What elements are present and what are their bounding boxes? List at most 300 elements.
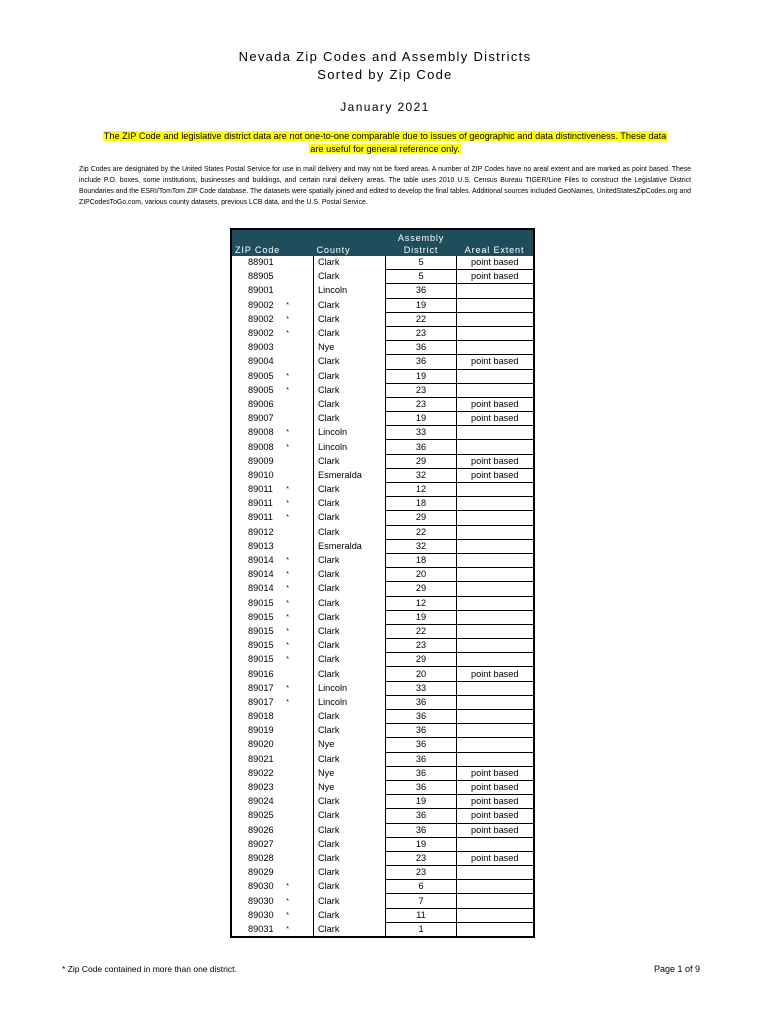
- table-row: [231, 653, 534, 667]
- zip-code-cell: [231, 483, 314, 497]
- multi-district-marker: *: [286, 372, 289, 380]
- zip-code-value: 89021: [248, 753, 274, 764]
- county-cell: Clark: [314, 497, 386, 511]
- areal-extent-cell: [457, 639, 534, 653]
- table-row: [231, 525, 534, 539]
- multi-district-marker: *: [286, 330, 289, 338]
- areal-extent-cell: point based: [457, 270, 534, 284]
- zip-code-cell: [231, 851, 314, 865]
- areal-extent-cell: [457, 511, 534, 525]
- table-body: [231, 256, 534, 937]
- district-cell: 12: [386, 596, 457, 610]
- district-cell: 22: [386, 525, 457, 539]
- district-cell: 36: [386, 440, 457, 454]
- areal-extent-cell: point based: [457, 667, 534, 681]
- areal-extent-cell: [457, 866, 534, 880]
- disclaimer-line-2: are useful for general reference only.: [310, 144, 460, 154]
- county-cell: Clark: [314, 256, 386, 270]
- zip-code-value: 89006: [248, 398, 274, 409]
- zip-code-cell: [231, 468, 314, 482]
- table-row: [231, 667, 534, 681]
- zip-code-cell: [231, 639, 314, 653]
- zip-code-cell: [231, 780, 314, 794]
- table-row: [231, 341, 534, 355]
- zip-code-value: 89015: [248, 640, 274, 651]
- table-row: [231, 553, 534, 567]
- multi-district-marker: *: [286, 684, 289, 692]
- zip-code-cell: [231, 270, 314, 284]
- zip-code-cell: [231, 553, 314, 567]
- table-row: [231, 483, 534, 497]
- areal-extent-cell: [457, 440, 534, 454]
- table-row: [231, 383, 534, 397]
- zip-code-value: 89024: [248, 796, 274, 807]
- table-row: [231, 681, 534, 695]
- county-cell: Clark: [314, 653, 386, 667]
- zip-code-cell: [231, 667, 314, 681]
- zip-code-cell: [231, 539, 314, 553]
- zip-code-value: 89018: [248, 711, 274, 722]
- zip-code-value: 89015: [248, 611, 274, 622]
- county-cell: Clark: [314, 326, 386, 340]
- areal-extent-cell: point based: [457, 823, 534, 837]
- district-cell: 23: [386, 326, 457, 340]
- zip-code-cell: [231, 412, 314, 426]
- district-cell: 23: [386, 383, 457, 397]
- district-cell: 33: [386, 426, 457, 440]
- county-cell: Clark: [314, 908, 386, 922]
- district-cell: 19: [386, 369, 457, 383]
- table-row: [231, 894, 534, 908]
- district-cell: 29: [386, 454, 457, 468]
- multi-district-marker: *: [286, 557, 289, 565]
- table-row: [231, 468, 534, 482]
- county-cell: Clark: [314, 639, 386, 653]
- district-cell: 5: [386, 270, 457, 284]
- table-row: [231, 851, 534, 865]
- district-cell: 5: [386, 256, 457, 270]
- zip-code-cell: [231, 752, 314, 766]
- table-row: [231, 724, 534, 738]
- zip-code-value: 89004: [248, 356, 274, 367]
- areal-extent-cell: [457, 326, 534, 340]
- county-cell: Clark: [314, 582, 386, 596]
- table-row: [231, 809, 534, 823]
- zip-code-cell: [231, 653, 314, 667]
- areal-extent-cell: [457, 908, 534, 922]
- areal-extent-cell: [457, 837, 534, 851]
- county-cell: Clark: [314, 298, 386, 312]
- zip-code-cell: [231, 256, 314, 270]
- areal-extent-cell: point based: [457, 355, 534, 369]
- zip-code-value: 89015: [248, 597, 274, 608]
- areal-extent-cell: [457, 369, 534, 383]
- zip-code-value: 89020: [248, 739, 274, 750]
- header-areal-extent: Areal Extent: [457, 229, 534, 256]
- zip-code-cell: [231, 596, 314, 610]
- zip-code-cell: [231, 795, 314, 809]
- areal-extent-cell: [457, 284, 534, 298]
- zip-code-value: 89014: [248, 555, 274, 566]
- table-row: [231, 695, 534, 709]
- intro-paragraph: Zip Codes are designated by the United States Postal Service for use in mail delivery and may not be fixed areas. A number of ZIP Codes have no areal extent and are marked as point based. These include P.O. boxes, some institutions, businesses and buildings, and certain rural delivery areas. The table uses 2010 U.S. Census Bureau TIGER/Line Files to construct the Legislative District Boundaries and the ESRI/TomTom ZIP Code database. The datasets were spatially joined and edited to develop the final tables. Additional sources included GeoNames, UnitedStatesZipCodes.org and ZIPCodesToGo.com, various county datasets, previous LCB data, and the U.S. Postal Service.: [79, 166, 691, 206]
- county-cell: Clark: [314, 355, 386, 369]
- areal-extent-cell: [457, 383, 534, 397]
- zip-code-cell: [231, 695, 314, 709]
- zip-code-value: 88901: [248, 257, 274, 268]
- district-cell: 36: [386, 809, 457, 823]
- zip-district-table: [230, 228, 535, 938]
- county-cell: Clark: [314, 369, 386, 383]
- district-cell: 36: [386, 710, 457, 724]
- multi-district-marker: *: [286, 429, 289, 437]
- zip-code-value: 89011: [248, 512, 273, 523]
- zip-code-cell: [231, 355, 314, 369]
- document-date: January 2021: [340, 100, 430, 114]
- district-cell: 18: [386, 497, 457, 511]
- zip-code-cell: [231, 568, 314, 582]
- areal-extent-cell: point based: [457, 256, 534, 270]
- zip-code-cell: [231, 809, 314, 823]
- areal-extent-cell: [457, 894, 534, 908]
- page-number: Page 1 of 9: [653, 964, 700, 974]
- county-cell: Clark: [314, 553, 386, 567]
- zip-code-value: 89014: [248, 569, 274, 580]
- district-cell: 33: [386, 681, 457, 695]
- zip-code-value: 88905: [248, 271, 274, 282]
- district-cell: 32: [386, 468, 457, 482]
- areal-extent-cell: point based: [457, 809, 534, 823]
- zip-code-value: 89011: [248, 484, 273, 495]
- areal-extent-cell: [457, 695, 534, 709]
- zip-code-value: 89013: [248, 540, 274, 551]
- header-county: County: [314, 229, 386, 256]
- areal-extent-cell: [457, 752, 534, 766]
- county-cell: Nye: [314, 738, 386, 752]
- areal-extent-cell: [457, 596, 534, 610]
- district-cell: 23: [386, 397, 457, 411]
- table-row: [231, 837, 534, 851]
- district-cell: 36: [386, 752, 457, 766]
- multi-district-marker: *: [286, 883, 289, 891]
- areal-extent-cell: [457, 553, 534, 567]
- areal-extent-cell: [457, 341, 534, 355]
- table-row: [231, 738, 534, 752]
- areal-extent-cell: [457, 738, 534, 752]
- zip-code-cell: [231, 298, 314, 312]
- district-cell: 23: [386, 866, 457, 880]
- zip-code-cell: [231, 724, 314, 738]
- table-row: [231, 610, 534, 624]
- table-row: [231, 752, 534, 766]
- county-cell: Clark: [314, 823, 386, 837]
- multi-district-marker: *: [286, 585, 289, 593]
- zip-code-value: 89014: [248, 583, 274, 594]
- zip-code-value: 89008: [248, 441, 274, 452]
- zip-code-cell: [231, 397, 314, 411]
- areal-extent-cell: [457, 312, 534, 326]
- areal-extent-cell: point based: [457, 795, 534, 809]
- table-row: [231, 922, 534, 937]
- multi-district-marker: *: [286, 599, 289, 607]
- table-row: [231, 369, 534, 383]
- county-cell: Clark: [314, 397, 386, 411]
- areal-extent-cell: [457, 426, 534, 440]
- disclaimer-line-1: The ZIP Code and legislative district data are not one-to-one comparable due to issues of geographic and data distinctiveness. These data: [103, 131, 667, 141]
- areal-extent-cell: [457, 298, 534, 312]
- zip-code-value: 89017: [248, 696, 274, 707]
- zip-code-cell: [231, 369, 314, 383]
- county-cell: Clark: [314, 894, 386, 908]
- areal-extent-cell: [457, 922, 534, 937]
- county-cell: Lincoln: [314, 426, 386, 440]
- multi-district-marker: *: [286, 656, 289, 664]
- county-cell: Clark: [314, 624, 386, 638]
- county-cell: Lincoln: [314, 440, 386, 454]
- zip-code-cell: [231, 738, 314, 752]
- zip-code-cell: [231, 681, 314, 695]
- zip-code-value: 89012: [248, 526, 274, 537]
- county-cell: Clark: [314, 483, 386, 497]
- areal-extent-cell: [457, 681, 534, 695]
- areal-extent-cell: point based: [457, 851, 534, 865]
- district-cell: 1: [386, 922, 457, 937]
- areal-extent-cell: point based: [457, 468, 534, 482]
- zip-code-cell: [231, 454, 314, 468]
- zip-code-cell: [231, 383, 314, 397]
- county-cell: Clark: [314, 880, 386, 894]
- table-row: [231, 766, 534, 780]
- county-cell: Clark: [314, 809, 386, 823]
- zip-code-value: 89008: [248, 427, 274, 438]
- zip-code-value: 89028: [248, 852, 274, 863]
- district-cell: 19: [386, 412, 457, 426]
- areal-extent-cell: [457, 582, 534, 596]
- zip-code-value: 89027: [248, 838, 274, 849]
- table-row: [231, 298, 534, 312]
- district-cell: 29: [386, 653, 457, 667]
- table-header-row: [231, 229, 534, 256]
- table-row: [231, 795, 534, 809]
- table-row: [231, 539, 534, 553]
- zip-code-cell: [231, 426, 314, 440]
- county-cell: Nye: [314, 780, 386, 794]
- district-cell: 32: [386, 539, 457, 553]
- table-row: [231, 639, 534, 653]
- zip-code-value: 89017: [248, 682, 274, 693]
- areal-extent-cell: point based: [457, 780, 534, 794]
- zip-code-value: 89005: [248, 370, 274, 381]
- district-cell: 23: [386, 851, 457, 865]
- multi-district-marker: *: [286, 514, 289, 522]
- county-cell: Clark: [314, 724, 386, 738]
- zip-code-cell: [231, 582, 314, 596]
- county-cell: Clark: [314, 383, 386, 397]
- multi-district-marker: *: [286, 386, 289, 394]
- zip-code-value: 89005: [248, 384, 274, 395]
- district-cell: 22: [386, 312, 457, 326]
- district-cell: 36: [386, 355, 457, 369]
- zip-code-cell: [231, 908, 314, 922]
- zip-code-value: 89015: [248, 654, 274, 665]
- county-cell: Clark: [314, 412, 386, 426]
- county-cell: Clark: [314, 667, 386, 681]
- document-title: Nevada Zip Codes and Assembly Districts: [238, 49, 532, 64]
- county-cell: Lincoln: [314, 284, 386, 298]
- zip-code-value: 89030: [248, 881, 274, 892]
- zip-code-cell: [231, 440, 314, 454]
- zip-code-value: 89002: [248, 299, 274, 310]
- district-cell: 11: [386, 908, 457, 922]
- table-row: [231, 326, 534, 340]
- county-cell: Clark: [314, 312, 386, 326]
- table-row: [231, 412, 534, 426]
- table-row: [231, 908, 534, 922]
- multi-district-marker: *: [286, 911, 289, 919]
- zip-code-value: 89002: [248, 313, 274, 324]
- zip-code-value: 89023: [248, 782, 274, 793]
- areal-extent-cell: point based: [457, 412, 534, 426]
- district-cell: 29: [386, 582, 457, 596]
- district-cell: 36: [386, 724, 457, 738]
- table-row: [231, 511, 534, 525]
- zip-code-cell: [231, 766, 314, 780]
- zip-code-value: 89019: [248, 725, 274, 736]
- district-cell: 20: [386, 667, 457, 681]
- table-row: [231, 880, 534, 894]
- district-cell: 12: [386, 483, 457, 497]
- table-row: [231, 440, 534, 454]
- table-row: [231, 256, 534, 270]
- zip-code-cell: [231, 312, 314, 326]
- zip-code-cell: [231, 880, 314, 894]
- zip-code-cell: [231, 326, 314, 340]
- table-row: [231, 582, 534, 596]
- county-cell: Clark: [314, 752, 386, 766]
- zip-code-value: 89010: [248, 469, 274, 480]
- county-cell: Clark: [314, 710, 386, 724]
- county-cell: Clark: [314, 596, 386, 610]
- document-subtitle: Sorted by Zip Code: [317, 67, 453, 82]
- disclaimer-notice: [70, 130, 700, 156]
- district-cell: 19: [386, 795, 457, 809]
- district-cell: 22: [386, 624, 457, 638]
- zip-code-value: 89011: [248, 498, 273, 509]
- county-cell: Clark: [314, 851, 386, 865]
- multi-district-marker: *: [286, 315, 289, 323]
- areal-extent-cell: [457, 568, 534, 582]
- table-row: [231, 568, 534, 582]
- county-cell: Lincoln: [314, 681, 386, 695]
- multi-district-marker: *: [286, 627, 289, 635]
- areal-extent-cell: [457, 497, 534, 511]
- areal-extent-cell: [457, 624, 534, 638]
- district-cell: 20: [386, 568, 457, 582]
- county-cell: Clark: [314, 568, 386, 582]
- county-cell: Clark: [314, 525, 386, 539]
- district-cell: 29: [386, 511, 457, 525]
- zip-code-value: 89007: [248, 413, 274, 424]
- county-cell: Clark: [314, 610, 386, 624]
- county-cell: Esmeralda: [314, 539, 386, 553]
- zip-code-value: 89022: [248, 767, 274, 778]
- county-cell: Clark: [314, 511, 386, 525]
- zip-code-value: 89031: [248, 923, 274, 934]
- header-zip-code: ZIP Code: [231, 229, 314, 256]
- district-cell: 36: [386, 738, 457, 752]
- multi-district-marker: *: [286, 897, 289, 905]
- zip-code-value: 89030: [248, 909, 274, 920]
- multi-district-marker: *: [286, 500, 289, 508]
- zip-code-cell: [231, 866, 314, 880]
- zip-code-value: 89025: [248, 810, 274, 821]
- areal-extent-cell: [457, 610, 534, 624]
- multi-district-marker: *: [286, 301, 289, 309]
- county-cell: Clark: [314, 270, 386, 284]
- zip-code-value: 89016: [248, 668, 274, 679]
- areal-extent-cell: point based: [457, 766, 534, 780]
- multi-district-marker: *: [286, 698, 289, 706]
- zip-code-value: 89009: [248, 455, 274, 466]
- county-cell: Clark: [314, 866, 386, 880]
- areal-extent-cell: [457, 710, 534, 724]
- district-cell: 36: [386, 780, 457, 794]
- district-cell: 36: [386, 695, 457, 709]
- table-row: [231, 497, 534, 511]
- zip-code-value: 89001: [248, 285, 274, 296]
- zip-code-value: 89029: [248, 867, 274, 878]
- areal-extent-cell: [457, 539, 534, 553]
- multi-district-marker: *: [286, 642, 289, 650]
- areal-extent-cell: [457, 483, 534, 497]
- district-cell: 7: [386, 894, 457, 908]
- multi-district-marker: *: [286, 571, 289, 579]
- zip-code-cell: [231, 894, 314, 908]
- table-row: [231, 866, 534, 880]
- footnote: * Zip Code contained in more than one district.: [62, 964, 237, 974]
- zip-code-cell: [231, 284, 314, 298]
- zip-code-cell: [231, 710, 314, 724]
- table-row: [231, 710, 534, 724]
- table-row: [231, 454, 534, 468]
- areal-extent-cell: [457, 724, 534, 738]
- district-cell: 36: [386, 341, 457, 355]
- multi-district-marker: *: [286, 925, 289, 933]
- district-cell: 19: [386, 837, 457, 851]
- zip-code-cell: [231, 497, 314, 511]
- district-cell: 6: [386, 880, 457, 894]
- table-row: [231, 270, 534, 284]
- zip-code-value: 89026: [248, 824, 274, 835]
- zip-code-value: 89030: [248, 895, 274, 906]
- county-cell: Nye: [314, 341, 386, 355]
- zip-code-cell: [231, 922, 314, 937]
- table-row: [231, 397, 534, 411]
- areal-extent-cell: [457, 880, 534, 894]
- table-row: [231, 624, 534, 638]
- zip-code-cell: [231, 525, 314, 539]
- district-cell: 36: [386, 766, 457, 780]
- zip-code-cell: [231, 511, 314, 525]
- zip-code-value: 89003: [248, 342, 274, 353]
- multi-district-marker: *: [286, 486, 289, 494]
- district-cell: 23: [386, 639, 457, 653]
- table-row: [231, 823, 534, 837]
- county-cell: Nye: [314, 766, 386, 780]
- header-assembly-label: Assembly: [397, 233, 445, 243]
- county-cell: Clark: [314, 795, 386, 809]
- table-row: [231, 780, 534, 794]
